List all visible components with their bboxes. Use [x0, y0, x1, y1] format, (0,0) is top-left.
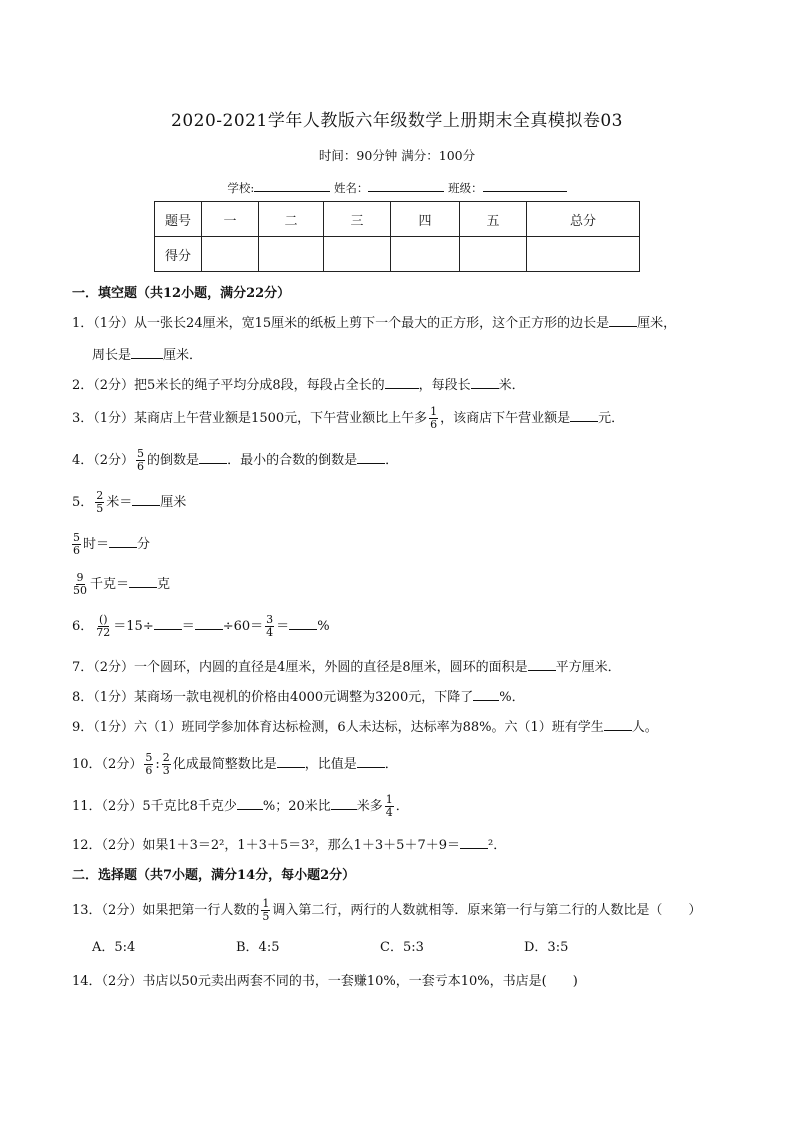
question-6: [72, 614, 330, 639]
answer-blank[interactable]: [109, 533, 137, 548]
question-text: 8．（1分）某商场一款电视机的价格由4000元调整为3200元，下降了: [72, 690, 474, 705]
question-text: 米．: [498, 378, 525, 393]
answer-blank[interactable]: [609, 312, 637, 327]
answer-blank[interactable]: [473, 686, 499, 701]
fraction: [429, 406, 438, 431]
numerator: 2: [96, 489, 104, 502]
fraction: [144, 752, 153, 777]
question-13: [72, 898, 701, 923]
score-table-cell: 题号: [155, 202, 202, 237]
class-blank[interactable]: [483, 177, 567, 192]
fraction: [95, 614, 111, 639]
denominator: 5: [96, 502, 104, 515]
question-text: 厘米，: [637, 316, 677, 331]
question-text: 1．（1分）从一张长24厘米，宽15厘米的纸板上剪下一个最大的正方形，这个正方形的边长是: [72, 316, 610, 331]
score-table-cell: 三: [324, 202, 391, 237]
question-text: 厘米．: [163, 348, 203, 363]
question-text: ＝15÷: [113, 619, 154, 634]
numerator: 5: [137, 447, 145, 460]
question-text: 平方厘米．: [555, 660, 621, 675]
answer-blank[interactable]: [331, 795, 357, 810]
score-table-header-row: [155, 202, 640, 237]
score-input-cell[interactable]: [460, 237, 527, 272]
score-table-cell: 五: [460, 202, 527, 237]
question-3: [72, 406, 624, 431]
fraction: [265, 614, 274, 639]
denominator: 6: [145, 764, 153, 777]
denominator: 5: [262, 910, 270, 923]
question-text: 千克＝: [90, 577, 130, 592]
fraction: [136, 448, 145, 473]
denominator: 3: [162, 764, 170, 777]
score-input-cell[interactable]: [259, 237, 324, 272]
question-text: 的倒数是: [147, 453, 200, 468]
question-text: ，该商店下午营业额是: [440, 411, 571, 426]
question-text: ．: [395, 799, 409, 814]
denominator: 4: [385, 806, 393, 819]
score-table-score-row: [155, 237, 640, 272]
numerator: 1: [430, 405, 438, 418]
answer-blank[interactable]: [604, 716, 632, 731]
question-text: ＝: [276, 619, 290, 634]
question-text: ÷60＝: [222, 619, 264, 634]
question-text: 调入第二行，两行的人数就相等．原来第一行与第二行的人数比是（ ）: [272, 903, 702, 918]
student-info-line: [0, 177, 794, 196]
class-label: 班级：: [448, 181, 483, 195]
answer-blank[interactable]: [195, 615, 223, 630]
denominator: 4: [266, 626, 274, 639]
numerator: 3: [266, 613, 274, 626]
question-text: ＝: [181, 619, 195, 634]
question-text: 12．（2分）如果1＋3＝2²，1＋3＋5＝3²，那么1＋3＋5＋7＋9＝: [72, 838, 460, 853]
question-text: 分: [137, 537, 151, 552]
question-text: 14．（2分）书店以50元卖出两套不同的书，一套赚10%，一套亏本10%，书店是( ): [72, 974, 578, 989]
score-table-cell: 一: [202, 202, 259, 237]
denominator: 72: [96, 626, 111, 639]
question-text: 米多: [356, 799, 383, 814]
question-text: 5．: [72, 495, 94, 510]
question-text: 7．（2分）一个圆环，内圆的直径是4厘米，外圆的直径是8厘米，圆环的面积是: [72, 660, 528, 675]
question-text: ，比值是: [304, 757, 357, 772]
question-5-part-3: [72, 572, 170, 597]
score-table-cell: 总分: [527, 202, 640, 237]
answer-blank[interactable]: [385, 374, 419, 389]
question-text: 元．: [598, 411, 625, 426]
section-heading-fill-blank: 一．填空题（共12小题，满分22分）: [72, 286, 291, 301]
denominator: 6: [73, 544, 80, 557]
school-label: 学校:: [227, 181, 255, 195]
question-text: %；20米比: [262, 799, 331, 814]
answer-blank[interactable]: [129, 573, 157, 588]
answer-blank[interactable]: [471, 374, 499, 389]
choice-b[interactable]: B．4:5: [236, 940, 280, 955]
score-input-cell[interactable]: [391, 237, 460, 272]
fraction: [72, 572, 88, 597]
numerator: 5: [145, 751, 153, 764]
denominator: 6: [137, 460, 145, 473]
question-text: 厘米: [160, 495, 187, 510]
answer-blank[interactable]: [132, 491, 160, 506]
score-input-cell[interactable]: [527, 237, 640, 272]
score-input-cell[interactable]: [202, 237, 259, 272]
question-text: 米＝: [106, 495, 133, 510]
question-10: [72, 752, 398, 777]
question-text: ．最小的合数的倒数是: [227, 453, 358, 468]
question-text: 时＝: [83, 537, 110, 552]
answer-blank[interactable]: [357, 753, 385, 768]
name-label: 姓名：: [333, 181, 369, 195]
question-text: 13．（2分）如果把第一行人数的: [72, 903, 260, 918]
fraction: [95, 490, 104, 515]
page-title: 2020-2021学年人教版六年级数学上册期末全真模拟卷03: [171, 111, 623, 131]
numerator: 2: [162, 751, 170, 764]
question-text: ²．: [488, 838, 507, 853]
answer-blank[interactable]: [199, 449, 227, 464]
question-text: 9．（1分）六（1）班同学参加体育达标检测，6人未达标，达标率为88%。六（1）班有学生: [72, 720, 604, 735]
question-text: %．: [499, 690, 525, 705]
answer-blank[interactable]: [570, 407, 598, 422]
ratio-colon: :: [155, 757, 160, 772]
score-input-cell[interactable]: [324, 237, 391, 272]
question-text: 化成最简整数比是: [172, 757, 277, 772]
numerator: 1: [385, 793, 393, 806]
question-4: [72, 448, 398, 473]
denominator: 50: [73, 584, 87, 597]
fraction: [261, 898, 270, 923]
school-blank[interactable]: [254, 177, 330, 192]
answer-blank[interactable]: [237, 795, 263, 810]
question-text: %: [317, 619, 330, 634]
question-12: [72, 834, 506, 856]
question-11: [72, 794, 409, 819]
numerator: 5: [73, 531, 80, 544]
answer-blank[interactable]: [277, 753, 305, 768]
name-blank[interactable]: [368, 177, 444, 192]
numerator: (): [98, 613, 108, 626]
answer-blank[interactable]: [154, 615, 182, 630]
question-9: [72, 716, 658, 738]
question-8: [72, 686, 525, 708]
question-7: [72, 656, 621, 678]
question-text: 2．（2分）把5米长的绳子平均分成8段，每段占全长的: [72, 378, 385, 393]
question-5: [72, 490, 186, 515]
exam-time-score: 时间：90分钟 满分：100分: [318, 148, 476, 163]
question-text: ，每段长: [418, 378, 471, 393]
answer-blank[interactable]: [528, 656, 556, 671]
answer-blank[interactable]: [460, 834, 488, 849]
question-text: 6．: [72, 619, 94, 634]
choice-d[interactable]: D．3:5: [524, 940, 569, 955]
answer-blank[interactable]: [357, 449, 385, 464]
question-5-part-2: [72, 532, 150, 557]
choice-a[interactable]: A．5:4: [92, 940, 136, 955]
question-text: 10．（2分）: [72, 757, 143, 772]
answer-blank[interactable]: [131, 344, 163, 359]
denominator: 6: [430, 418, 438, 431]
score-table-cell: 四: [391, 202, 460, 237]
question-1: [72, 312, 676, 334]
question-text: 周长是: [92, 348, 132, 363]
score-table: [154, 201, 640, 272]
question-text: 3．（1分）某商店上午营业额是1500元，下午营业额比上午多: [72, 411, 428, 426]
numerator: 1: [262, 897, 270, 910]
score-table-cell: 得分: [155, 237, 202, 272]
answer-blank[interactable]: [289, 615, 317, 630]
question-text: ．: [384, 757, 398, 772]
score-table-cell: 二: [259, 202, 324, 237]
question-2: [72, 374, 525, 396]
fraction: [72, 532, 81, 557]
question-14: [72, 972, 578, 992]
fraction: [385, 794, 394, 819]
fraction: [162, 752, 171, 777]
choice-c[interactable]: C．5:3: [380, 940, 424, 955]
section-heading-multiple-choice: 二．选择题（共7小题，满分14分，每小题2分）: [72, 868, 356, 883]
question-text: ．: [385, 453, 399, 468]
question-text: 11．（2分）5千克比8千克少: [72, 799, 237, 814]
question-1-cont: [92, 344, 202, 366]
question-text: 人。: [631, 720, 658, 735]
numerator: 9: [76, 571, 84, 584]
question-text: 4．（2分）: [72, 453, 135, 468]
question-text: 克: [157, 577, 171, 592]
